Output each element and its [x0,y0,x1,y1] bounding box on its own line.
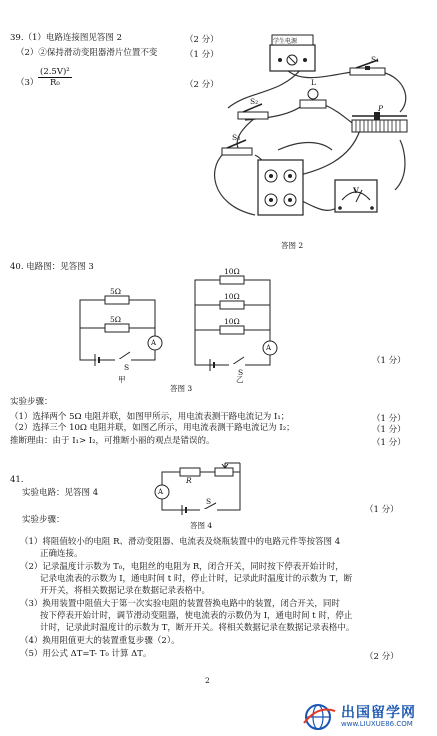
s2-label: S₂ [250,97,259,106]
formula-denominator: R₀ [49,78,60,88]
q40-reason: 推断理由：由于 I₁> I₂，可推断小丽的观点是错误的。 [10,436,215,446]
yi-resistor-2-label: 10Ω [224,292,240,301]
q41-p2c: 开开关，将相关数据记录在数据记录表格中。 [40,586,211,596]
globe-icon [301,701,339,731]
yi-label: 乙 [236,375,244,384]
q39-line1-score: （2 分） [185,35,219,45]
q41-steps-title: 实验步骤： [22,515,65,525]
q41-p1b: 正确连接。 [40,549,83,559]
jia-label: 甲 [118,375,126,384]
q41-p3c: 计时，记录此时温度计的示数为 T，断开开关。将相关数据记录在数据记录表格中。 [40,623,355,633]
q41-p2a: （2）记录温度计示数为 T₀，电阻丝的电阻为 R，闭合开关，同时按下停表开始计时， [20,562,344,572]
q39-line3-score: （2 分） [185,80,219,90]
page-number: 2 [205,676,210,685]
q40-step-1: （1）选择两个 5Ω 电阻并联，如图甲所示，用电流表测干路电流记为 I₁； [10,412,290,422]
q41-p5: （5）用公式 ΔT=T- T₀ 计算 ΔT。 [20,649,152,659]
q39-line1: 39.（1）电路连接图见答图 2 [10,33,123,43]
figure-4-caption: 答图 4 [190,521,213,530]
fig4-r-label: R [186,476,192,485]
voltmeter-label: V [353,186,359,195]
q39-line2: （2）②保持滑动变阻器滑片位置不变 [16,48,158,58]
q41-p2b: 记录电流表的示数为 I，通电时间 t 时，停止计时，记录此时温度计的示数为 T，断 [40,574,353,584]
fig4-ammeter-label: A [158,488,164,496]
q40-score-1: （1 分） [372,356,406,366]
q40-steps-title: 实验步骤： [10,397,53,407]
lamp-label: L [311,78,316,87]
q40-step-2: （2）选择三个 10Ω 电阻并联，如图乙所示，用电流表测干路电流记为 I₂； [10,423,295,433]
jia-ammeter-label: A [151,339,157,347]
q41-p4: （4）换用阻值更大的装置重复步骤（2）。 [20,636,180,646]
yi-switch-label: S [238,368,244,377]
slider-p-label: P [378,104,384,113]
formula-numerator: (2.5V)² [40,67,70,77]
jia-resistor-2-label: 5Ω [110,315,121,324]
q41-number: 41. [10,475,24,485]
yi-resistor-1-label: 10Ω [224,267,240,276]
q40-reason-score: （1 分） [372,438,406,448]
jia-switch-label: S [124,363,130,372]
figure-2-caption: 答图 2 [281,241,304,250]
q40-step-1-score: （1 分） [372,414,406,424]
power-supply-label: 学生电源 [273,38,298,45]
s1-label: S₁ [371,55,380,64]
watermark-url: www.LIUXUE86.COM [341,720,413,728]
q41-p3a: （3）换用装置中阻值大于第一次实验电阻的装置替换电路中的装置，闭合开关，同时 [20,599,340,609]
s3-label: S₃ [232,133,241,142]
q39-line2-score: （1 分） [185,50,219,60]
fig4-switch-label: S [206,497,212,506]
q39-line3-prefix: （3） [16,78,39,88]
jia-resistor-1-label: 5Ω [110,287,121,296]
watermark-logo [301,700,433,732]
q41-circuit-title: 实验电路：见答图 4 [22,488,99,498]
watermark-title: 出国留学网 [341,705,416,721]
q40-title: 40. 电路图：见答图 3 [10,262,94,272]
q41-score-1: （1 分） [365,505,399,515]
yi-resistor-3-label: 10Ω [224,317,240,326]
yi-ammeter-label: A [266,344,272,352]
q40-step-2-score: （1 分） [372,425,406,435]
q41-p3b: 按下停表开始计时，调节滑动变阻器，使电流表的示数仍为 I，通电时间 t 时，停止 [40,611,353,621]
figure-3-caption: 答图 3 [170,384,193,393]
q41-p5-score: （2 分） [365,652,399,662]
q41-p1a: （1）将阻值较小的电阻 R、滑动变阻器、电流表及烧瓶装置中的电路元件等按答图 4 [20,537,341,547]
